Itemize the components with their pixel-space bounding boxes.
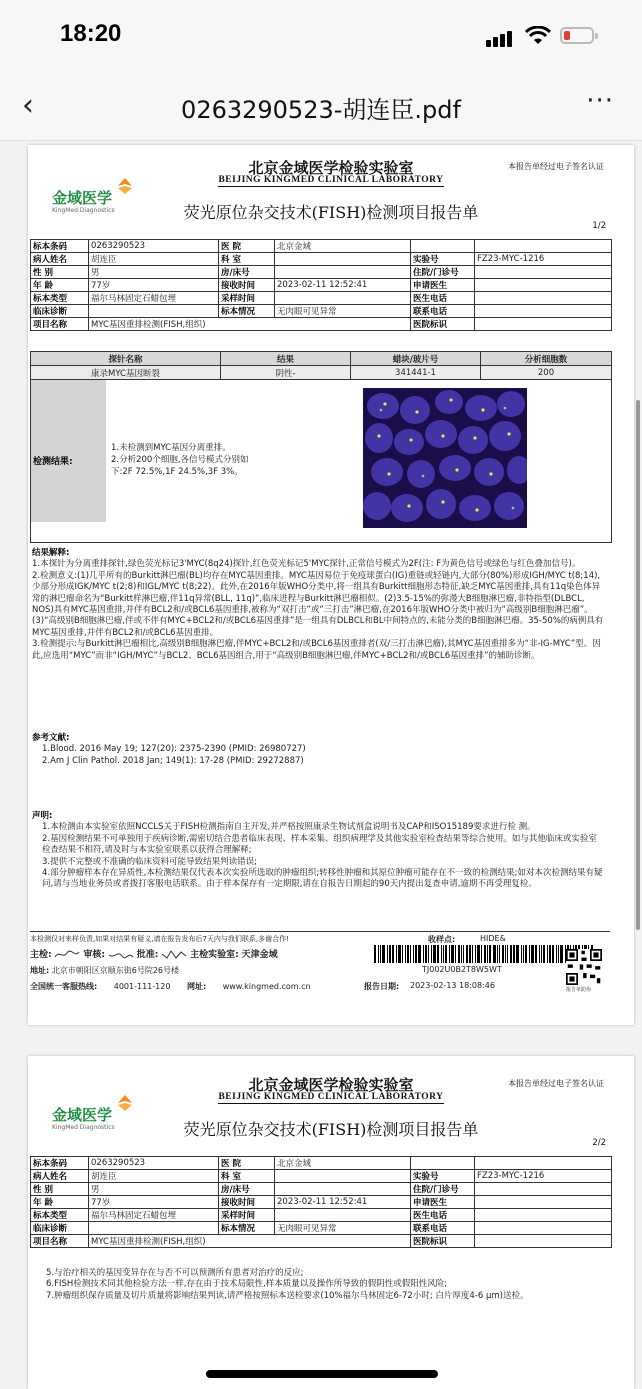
lab-site-value: 天津金域	[241, 950, 278, 960]
barcode-bar	[475, 945, 476, 963]
approver-signature-icon	[161, 949, 187, 960]
barcode-bar	[418, 945, 421, 963]
value-age: 77岁	[89, 1196, 219, 1209]
value-lab-no: FZ23-MYC-1216	[475, 253, 612, 266]
hotline-value: 4001-111-120	[113, 982, 171, 991]
label-hospital: 医 院	[219, 1157, 275, 1170]
barcode-bar	[389, 945, 391, 963]
interpretation-paragraph: 3.检测提示:与Burkitt淋巴瘤相比,高级别B细胞淋巴瘤,伴MYC+BCL2和/或BCL6基因重排者(双/三打击淋巴瘤),其MYC基因重排多为“非-IG-MYC”型。因此,应选用“MYC”而非“IGH/MYC”与BCL2、BCL6基因组合,用于“高级别B细胞淋巴瘤,伴MYC+BCL2和/或BCL6基因重排”的辅助诊断。	[32, 639, 601, 661]
label-barcode: 标本条码	[31, 1157, 89, 1170]
barcode-bar	[560, 945, 563, 963]
statement-item: 6.FISH检测技术同其他检验方法一样,存在由于技术局限性,样本质量以及操作所导致的假阴性或假阳性风险;	[46, 1279, 448, 1290]
value-sample-type: 福尔马林固定石蜡包埋	[89, 1209, 219, 1222]
barcode-bar	[484, 945, 486, 963]
statement-item: 2.基因检测结果不可单独用于疾病诊断,需密切结合患者临床表现、样本采集、组织病理学及其他实验室检查结果等综合使用。如与其他临床或实验室检查结果不相符,请及时与本实验室联系以获得合理解释;	[42, 833, 597, 856]
website-value: www.kingmed.com.cn	[222, 982, 311, 991]
barcode-bar	[502, 945, 504, 963]
references-title: 参考文献:	[32, 733, 70, 743]
esign-note: 本报告单经过电子签名认证	[508, 1079, 604, 1088]
value-sample-status: 无肉眼可见异常	[275, 1222, 411, 1235]
barcode-bar	[472, 945, 473, 963]
statement-section	[32, 811, 604, 891]
label-contact-phone: 联系电话	[411, 1222, 475, 1235]
approver-label: 批准:	[136, 950, 159, 960]
barcode-bar	[529, 945, 530, 963]
value-patient: 胡连臣	[89, 253, 219, 266]
report-date-value: 2023-02-13 18:08:46	[410, 981, 495, 990]
barcode-bar	[507, 945, 508, 963]
label-collected: 采样时间	[219, 292, 275, 305]
reviewer-signature-icon	[108, 949, 134, 960]
barcode-bar	[499, 945, 500, 963]
barcode-bar	[552, 945, 554, 963]
wifi-icon	[525, 26, 551, 46]
barcode-bar	[523, 945, 524, 963]
barcode-bar	[449, 945, 450, 963]
label-barcode: 标本条码	[31, 240, 89, 253]
value-sample-status: 无肉眼可见异常	[275, 305, 411, 318]
label-received: 接收时间	[219, 1196, 275, 1209]
label-collected: 采样时间	[219, 1209, 275, 1222]
barcode-bar	[463, 945, 464, 963]
value-barcode: 0263290523	[89, 1157, 219, 1170]
barcode-bar	[451, 945, 454, 963]
logo-text: 金域医学	[52, 1106, 113, 1124]
probe-table	[30, 351, 612, 380]
barcode-bar	[433, 945, 436, 963]
barcode-bar	[497, 945, 498, 963]
barcode-bar	[445, 945, 447, 963]
logo-mark-icon	[116, 177, 134, 195]
label-age: 年 龄	[31, 1196, 89, 1209]
label-bed: 房/床号	[219, 266, 275, 279]
statement-item: 5.与治疗相关的基因变异存在与否不可以预测所有患者对治疗的反应;	[46, 1268, 304, 1278]
label-req-doctor: 申请医生	[411, 1196, 475, 1209]
fish-micrograph	[363, 388, 527, 528]
references-section	[32, 733, 604, 767]
label-req-doctor: 申请医生	[411, 279, 475, 292]
probe-cell-count: 200	[481, 366, 612, 380]
status-time: 18:20	[60, 20, 122, 47]
value-received: 2023-02-11 12:52:41	[275, 1196, 411, 1209]
status-bar	[0, 0, 642, 72]
value-sex: 男	[89, 266, 219, 279]
website-label: 网址:	[186, 982, 207, 991]
barcode-bar	[455, 945, 456, 963]
nav-bar	[0, 72, 642, 141]
label-inpatient-no: 住院/门诊号	[411, 266, 475, 279]
barcode-bar	[392, 945, 394, 963]
report-barcode	[374, 945, 594, 963]
barcode-bar	[516, 945, 519, 963]
address-label: 地址:	[30, 966, 50, 975]
label-doctor-phone: 医生电话	[411, 1209, 475, 1222]
statement-continued	[32, 1268, 598, 1302]
value-hospital: 北京金域	[275, 1157, 411, 1170]
barcode-bar	[458, 945, 460, 963]
label-sample-status: 标本情况	[219, 305, 275, 318]
qr-caption: 报告单防伪	[566, 987, 592, 993]
esign-note: 本报告单经过电子签名认证	[508, 162, 604, 171]
barcode-bar	[489, 945, 491, 963]
barcode-text: TJ002U0B2T8W5WT	[422, 965, 502, 974]
label-lab-no: 实验号	[411, 253, 475, 266]
barcode-bar	[556, 945, 557, 963]
probe-header: 蜡块/玻片号	[351, 352, 481, 366]
page-number: 2/2	[592, 1138, 606, 1148]
label-item: 项目名称	[31, 1235, 89, 1248]
barcode-bar	[510, 945, 512, 963]
label-lab-no: 实验号	[411, 1170, 475, 1183]
footer-note: 本检测仅对来样负责,如果对结果有疑义,请在报告发布后7天内与我们联系,多谢合作!	[30, 935, 289, 943]
statement-item: 1.本检测由本实验室依照NCCLS关于FISH检测指南自主开发,并严格按照康录生物试剂盒说明书及CAP和ISO15189要求进行检 测。	[42, 822, 536, 833]
address-value: 北京市朝阳区京顺东街6号院26号楼	[51, 966, 180, 975]
barcode-bar	[513, 945, 515, 963]
back-icon[interactable]: ‹	[22, 88, 34, 123]
label-hospital: 医 院	[219, 240, 275, 253]
barcode-bar	[547, 945, 548, 963]
interpretation-section	[32, 548, 604, 662]
barcode-bar	[461, 945, 462, 963]
lab-name-cn: 北京金域医学检验实验室	[248, 1076, 414, 1094]
value-patient: 胡连臣	[89, 1170, 219, 1183]
barcode-bar	[493, 945, 496, 963]
hotline-label: 全国统一客服热线:	[30, 982, 98, 991]
label-hospital-id: 医院标识	[411, 318, 475, 331]
barcode-bar	[539, 945, 540, 963]
barcode-bar	[428, 945, 429, 963]
collector-label: 收样点:	[428, 935, 456, 944]
logo-mark-icon	[116, 1094, 134, 1112]
barcode-bar	[407, 945, 409, 963]
barcode-bar	[396, 945, 397, 963]
value-sex: 男	[89, 1183, 219, 1196]
barcode-bar	[378, 945, 379, 963]
interpretation-paragraph: 2.检测意义:(1)几乎所有的Burkitt淋巴瘤(BL)均存在MYC基因重排。MYC基因易位于免疫球蛋白(IG)重链或轻链内,大部分(80%)形成IGH/MYC t(8;14),少部分形成IGK/MYC t(2;8)和IGL/MYC t(8;22)。此外,在2016年版WHO分类中,将一组具有Burkitt细胞形态特征,缺乏MYC基因重排,具有11q染色体异常的淋巴瘤命名为“Burkitt样淋巴瘤,伴11q异常(BLL, 11q)”,临床进程与Burkitt淋巴瘤相似。(2)3.5-15%的弥漫大B细胞淋巴瘤,非特指型(DLBCL, NOS)具有MYC基因重排,并伴有BCL2和/或BCL6基因重排,被称为“双打击”或“三打击”淋巴瘤,在2016年版WHO分类中被归为“高级别B细胞淋巴瘤”。(3)“高级别B细胞淋巴瘤,伴或不伴有MYC+BCL2和/或BCL6基因重排”是一组具有DLBCL和BL中间特点的,未能分类的B细胞淋巴瘤。35-50%的病例具有MYC基因重排,并伴有BCL2和/或BCL6基因重排。	[32, 570, 604, 638]
barcode-bar	[466, 945, 468, 963]
probe-header: 探针名称	[31, 352, 221, 366]
label-sex: 性 别	[31, 266, 89, 279]
label-hospital-id: 医院标识	[411, 1235, 475, 1248]
result-line: 1.未检测到MYC基因分离重排。	[111, 443, 231, 453]
barcode-bar	[413, 945, 414, 963]
label-inpatient-no: 住院/门诊号	[411, 1183, 475, 1196]
value-lab-no: FZ23-MYC-1216	[475, 1170, 612, 1183]
reference-item: 1.Blood. 2016 May 19; 127(20): 2375-2390 (PMID: 26980727)	[42, 744, 306, 755]
lab-name-en: BEIJING KINGMED CLINICAL LABORATORY	[218, 175, 444, 185]
barcode-bar	[549, 945, 551, 963]
barcode-bar	[437, 945, 439, 963]
value-item: MYC基因重排检测(FISH,组织)	[89, 318, 411, 331]
interpretation-title: 结果解释:	[32, 548, 70, 558]
interpretation-paragraph: 1.本探针为分离重排探针,绿色荧光标记3'MYC(8q24)探针,红色荧光标记5'MYC探针,正常信号模式为2F(注: F为黄色信号或绿色与红色叠加信号)。	[32, 559, 581, 570]
barcode-bar	[441, 945, 442, 963]
pdf-page-1	[28, 145, 634, 1025]
logo-text: 金域医学	[52, 189, 113, 207]
patient-info-table	[30, 1156, 612, 1248]
scroll-indicator[interactable]	[636, 400, 640, 930]
label-age: 年 龄	[31, 279, 89, 292]
label-bed: 房/床号	[219, 1183, 275, 1196]
more-icon[interactable]: ···	[586, 86, 614, 116]
probe-slide-no: 341441-1	[351, 366, 481, 380]
value-age: 77岁	[89, 279, 219, 292]
barcode-bar	[543, 945, 545, 963]
reference-item: 2.Am J Clin Pathol. 2018 Jan; 149(1): 17-28 (PMID: 29272887)	[42, 755, 304, 766]
reviewer-label: 审核:	[83, 950, 105, 960]
statement-item: 7.肿瘤组织保存质量及切片质量将影响结果判读,请严格按照标本送检要求(10%福尔马林固定6-72小时; 白片厚度4-6 μm)送检。	[46, 1290, 529, 1301]
barcode-bar	[387, 945, 388, 963]
lab-name-en: BEIJING KINGMED CLINICAL LABORATORY	[218, 1092, 444, 1102]
barcode-bar	[415, 945, 417, 963]
label-item: 项目名称	[31, 318, 89, 331]
pdf-page-2	[28, 1056, 634, 1389]
barcode-bar	[405, 945, 406, 963]
label-sex: 性 别	[31, 1183, 89, 1196]
label-sample-status: 标本情况	[219, 1222, 275, 1235]
collector-value: HIDE&	[480, 934, 506, 943]
footer	[30, 931, 610, 944]
barcode-bar	[410, 945, 411, 963]
label-doctor-phone: 医生电话	[411, 292, 475, 305]
lab-name-cn: 北京金域医学检验实验室	[248, 159, 414, 177]
report-title: 荧光原位杂交技术(FISH)检测项目报告单	[183, 1120, 479, 1139]
logo-sub: KingMed Diagnostics	[52, 1124, 115, 1131]
label-department: 科 室	[219, 253, 275, 266]
label-diagnosis: 临床诊断	[31, 1222, 89, 1235]
value-item: MYC基因重排检测(FISH,组织)	[89, 1235, 411, 1248]
label-patient: 病人姓名	[31, 253, 89, 266]
barcode-bar	[423, 945, 424, 963]
barcode-bar	[531, 945, 534, 963]
report-title: 荧光原位杂交技术(FISH)检测项目报告单	[183, 203, 479, 222]
barcode-bar	[525, 945, 527, 963]
logo-sub: KingMed Diagnostics	[52, 207, 115, 214]
barcode-bar	[380, 945, 381, 963]
barcode-bar	[477, 945, 480, 963]
value-received: 2023-02-11 12:52:41	[275, 279, 411, 292]
barcode-bar	[505, 945, 506, 963]
result-gray-block	[31, 380, 106, 522]
signal-icon	[486, 28, 514, 47]
label-sample-type: 标本类型	[31, 292, 89, 305]
barcode-bar	[541, 945, 542, 963]
battery-icon	[560, 27, 594, 44]
result-line: 2.分析200个细胞,各信号模式分别如	[111, 455, 249, 465]
page-number: 1/2	[592, 221, 606, 231]
probe-result: 阴性-	[221, 366, 351, 380]
value-sample-type: 福尔马林固定石蜡包埋	[89, 292, 219, 305]
qr-code-icon	[566, 949, 602, 985]
label-diagnosis: 临床诊断	[31, 305, 89, 318]
barcode-bar	[425, 945, 427, 963]
patient-info-table	[30, 239, 612, 331]
barcode-bar	[431, 945, 432, 963]
document-title: 0263290523-胡连臣.pdf	[181, 96, 461, 124]
statement-title: 声明:	[32, 811, 53, 821]
result-section	[30, 379, 612, 543]
barcode-bar	[398, 945, 401, 963]
barcode-bar	[487, 945, 488, 963]
result-lines	[111, 442, 291, 478]
barcode-bar	[374, 945, 376, 963]
result-line: 下:2F 72.5%,1F 24.5%,3F 3%。	[111, 467, 243, 477]
value-barcode: 0263290523	[89, 240, 219, 253]
barcode-bar	[382, 945, 385, 963]
barcode-bar	[481, 945, 482, 963]
result-label: 检测结果:	[33, 457, 73, 467]
label-contact-phone: 联系电话	[411, 305, 475, 318]
barcode-bar	[535, 945, 537, 963]
label-sample-type: 标本类型	[31, 1209, 89, 1222]
home-indicator[interactable]	[206, 1370, 438, 1378]
report-date-label: 报告日期:	[364, 982, 400, 991]
label-department: 科 室	[219, 1170, 275, 1183]
barcode-bar	[443, 945, 444, 963]
value-hospital: 北京金域	[275, 240, 411, 253]
probe-header: 结果	[221, 352, 351, 366]
barcode-bar	[469, 945, 471, 963]
checker-signature-icon	[54, 949, 80, 960]
probe-name: 康录MYC基因断裂	[31, 366, 221, 380]
barcode-bar	[402, 945, 403, 963]
lab-site-label: 主检实验室:	[190, 950, 239, 960]
statement-item: 3.提供不完整或不准确的临床资料可能导致结果判读错误;	[42, 856, 257, 867]
probe-header: 分析细胞数	[481, 352, 612, 366]
barcode-bar	[521, 945, 522, 963]
checker-label: 主检:	[30, 950, 52, 960]
statement-item: 4.部分肿瘤样本存在异质性,本检测结果仅代表本次实验所选取的肿瘤组织;转移性肿瘤和其原位肿瘤可能存在不一致的检测结果;如对本次检测结果有疑问,请与当地业务员或者拨打客服电话联系。由于样本保存有一定期限,请在自报告日期起的90天内提出复查申请,逾期不再受理复检。	[42, 868, 603, 890]
label-patient: 病人姓名	[31, 1170, 89, 1183]
label-received: 接收时间	[219, 279, 275, 292]
barcode-bar	[558, 945, 559, 963]
